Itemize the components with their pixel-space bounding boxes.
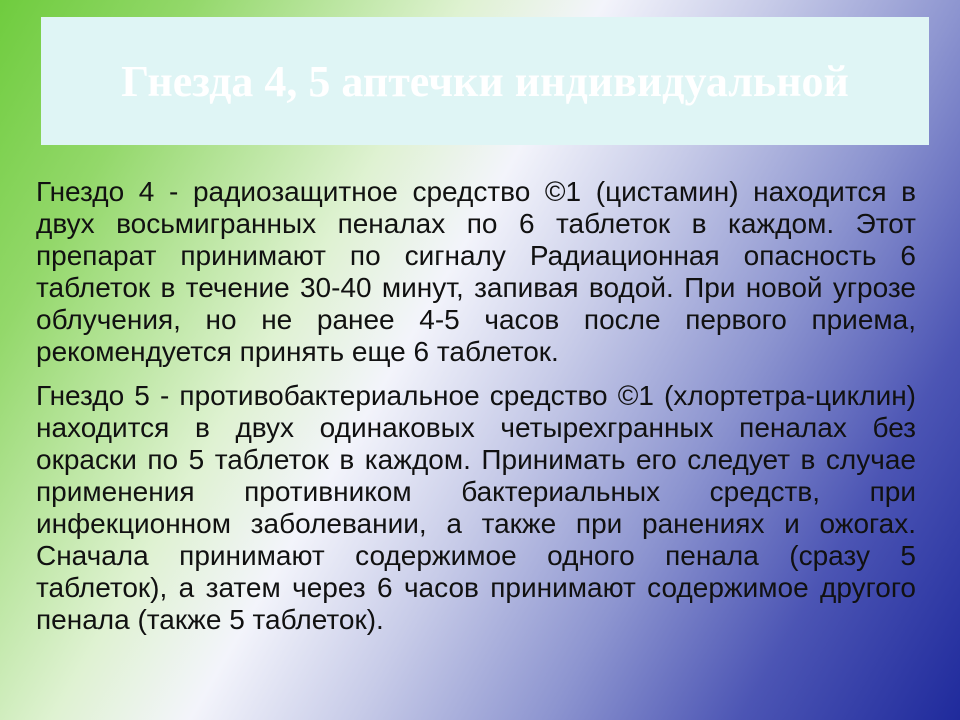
paragraph-nest-5: Гнездо 5 - противобактериальное средство ©1 (хлортетра-циклин) находится в двух одинаковых четырехгранных пеналах без окраски по 5 таблеток в каждом. Принимать его следует в случае применения противником бактериальных средств, при инфекционном заболевании, а также при ранениях и ожогах. Сначала принимают содержимое одного пенала (сразу 5 таблеток), а затем через 6 часов принимают содержимое другого пенала (также 5 таблеток). <box>36 380 916 635</box>
slide-title: Гнезда 4, 5 аптечки индивидуальной <box>121 56 849 106</box>
paragraph-nest-4: Гнездо 4 - радиозащитное средство ©1 (цистамин) находится в двух восьмигранных пеналах по 6 таблеток в каждом. Этот препарат принимают по сигналу Радиационная опасность 6 таблеток в течение 30-40 минут, запивая водой. При новой угрозе облучения, но не ранее 4-5 часов после первого приема, рекомендуется принять еще 6 таблеток. <box>36 176 916 367</box>
body-text <box>36 176 916 636</box>
title-box <box>41 17 929 145</box>
